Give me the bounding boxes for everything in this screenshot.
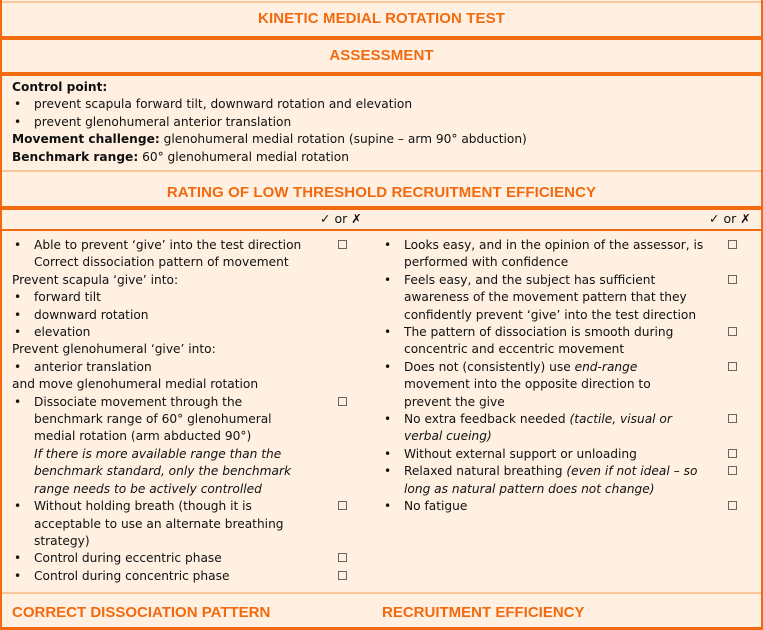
benchmark-range-value: 60° glenohumeral medial rotation (138, 149, 349, 164)
criterion-row: • Does not (consistently) use end-range movement into the opposite direction to prevent the give (382, 359, 752, 411)
movement-challenge-value: glenohumeral medial rotation (supine – arm 90° abduction) (159, 132, 527, 147)
check-header-right: ✓ or ✗ (709, 211, 751, 226)
dissociation-criteria (12, 237, 352, 585)
criterion-row: • downward rotation (12, 307, 352, 324)
criterion-row: Correct dissociation pattern of movement (34, 255, 289, 270)
checkbox[interactable] (728, 501, 737, 510)
form-title: KINETIC MEDIAL ROTATION TEST (258, 10, 505, 27)
control-point-item: • prevent scapula forward tilt, downward rotation and elevation (12, 96, 751, 113)
control-point-label: Control point: (12, 80, 108, 94)
checkbox[interactable] (728, 466, 737, 475)
criterion-row: • Relaxed natural breathing (even if not ideal – so long as natural pattern does not change) (382, 463, 752, 498)
criterion-row: • Dissociate movement through the benchmark range of 60° glenohumeral medial rotation (arm abducted 90°) If there is more available range than the benchmark standard, only the benchmark range needs to be actively controlled (12, 394, 352, 498)
criterion-row: • Control during eccentric phase (12, 550, 352, 567)
control-point-item: • prevent glenohumeral anterior translation (12, 114, 751, 131)
criterion-row: • Able to prevent ‘give’ into the test direction (12, 237, 352, 254)
benchmark-range-label: Benchmark range: (12, 149, 139, 164)
movement-challenge-label: Movement challenge: (12, 132, 160, 147)
criterion-row: • Looks easy, and in the opinion of the assessor, is performed with confidence (382, 237, 752, 272)
checkbox[interactable] (728, 240, 737, 249)
criterion-row: • The pattern of dissociation is smooth during concentric and eccentric movement (382, 324, 752, 359)
checkbox[interactable] (728, 414, 737, 423)
recruitment-criteria (382, 237, 752, 516)
checkbox[interactable] (338, 571, 347, 580)
criterion-row: and move glenohumeral medial rotation (12, 377, 259, 392)
checkbox[interactable] (338, 553, 347, 562)
checkbox[interactable] (338, 501, 347, 510)
divider (2, 36, 761, 40)
criterion-row: • elevation (12, 324, 352, 341)
assessment-section (12, 79, 751, 166)
criterion-row: • Control during concentric phase (12, 568, 352, 585)
divider (2, 206, 761, 210)
divider (2, 592, 761, 594)
checkbox[interactable] (338, 240, 347, 249)
criterion-row: • anterior translation (12, 359, 352, 376)
criterion-row: • Without external support or unloading (382, 446, 752, 463)
divider (2, 72, 761, 76)
checkbox[interactable] (728, 449, 737, 458)
checkbox[interactable] (338, 397, 347, 406)
footer-recruitment-efficiency: RECRUITMENT EFFICIENCY (382, 604, 585, 621)
checkbox[interactable] (728, 362, 737, 371)
criterion-row: • Without holding breath (though it is acceptable to use an alternate breathing strategy) (12, 498, 352, 550)
criterion-row: Prevent scapula ‘give’ into: (12, 272, 179, 287)
checkbox[interactable] (728, 275, 737, 284)
footer-correct-dissociation: CORRECT DISSOCIATION PATTERN (12, 604, 271, 621)
criterion-row: • No fatigue (382, 498, 752, 515)
criterion-note: If there is more available range than the benchmark standard, only the benchmark range needs to be actively controlled (34, 446, 292, 496)
check-header-left: ✓ or ✗ (320, 211, 362, 226)
divider (2, 229, 761, 231)
divider (2, 170, 761, 172)
criterion-row: • Feels easy, and the subject has sufficient awareness of the movement pattern that they confidently prevent ‘give’ into the test direction (382, 272, 752, 324)
top-divider (2, 1, 761, 3)
checkbox[interactable] (728, 327, 737, 336)
criterion-row: • forward tilt (12, 289, 352, 306)
criterion-row: • No extra feedback needed (tactile, visual or verbal cueing) (382, 411, 752, 446)
assessment-heading: ASSESSMENT (329, 47, 434, 64)
rating-heading: RATING OF LOW THRESHOLD RECRUITMENT EFFICIENCY (166, 184, 597, 201)
criterion-row: Prevent glenohumeral ‘give’ into: (12, 342, 216, 357)
